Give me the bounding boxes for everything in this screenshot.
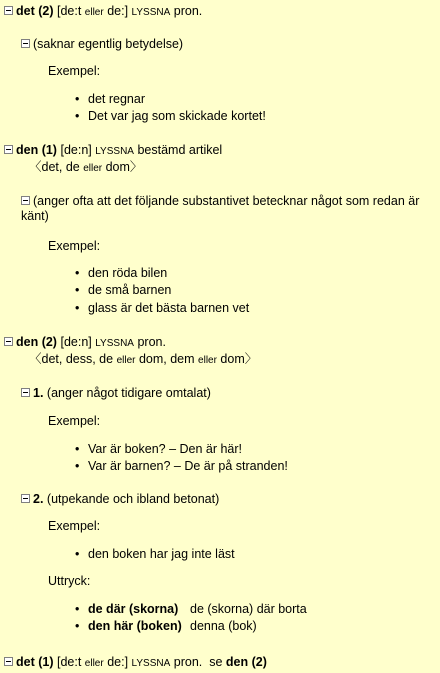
forms-text: dom〉 bbox=[220, 352, 258, 366]
pronunciation: [de:n] bbox=[60, 143, 92, 157]
expression-phrase: de där (skorna) bbox=[88, 602, 179, 616]
pronunciation: [de:t bbox=[56, 655, 82, 669]
forms-text: dom, dem bbox=[138, 352, 195, 366]
collapse-icon[interactable] bbox=[21, 388, 30, 397]
or-word: eller bbox=[198, 355, 217, 366]
example-label: Exempel: bbox=[48, 239, 101, 253]
entry-header bbox=[4, 143, 222, 159]
pronunciation: [de:t bbox=[56, 4, 82, 18]
sense bbox=[21, 194, 436, 224]
collapse-icon[interactable] bbox=[4, 6, 13, 15]
forms-text: 〈det, dess, de bbox=[29, 352, 114, 366]
sense-definition: (utpekande och ibland betonat) bbox=[46, 492, 220, 506]
list-item: • den boken har jag inte läst bbox=[88, 547, 235, 562]
example-label: Exempel: bbox=[48, 64, 101, 78]
headword: den (1) bbox=[16, 143, 57, 157]
forms-text: 〈det, de bbox=[29, 160, 80, 174]
see-label: se bbox=[209, 655, 223, 669]
sense bbox=[21, 386, 211, 401]
part-of-speech: pron. bbox=[173, 655, 203, 669]
list-item: • glass är det bästa barnen vet bbox=[88, 301, 249, 316]
headword: det (2) bbox=[16, 4, 54, 18]
sense bbox=[21, 492, 219, 507]
part-of-speech: pron. bbox=[137, 335, 166, 349]
pronunciation: [de:n] bbox=[60, 335, 92, 349]
sense-definition: (anger något tidigare omtalat) bbox=[46, 386, 211, 400]
headword: det (1) bbox=[16, 655, 54, 669]
headword: den (2) bbox=[16, 335, 57, 349]
part-of-speech: pron. bbox=[173, 4, 203, 18]
sense bbox=[21, 37, 183, 52]
part-of-speech: bestämd artikel bbox=[137, 143, 223, 157]
listen-link[interactable]: LYSSNA bbox=[131, 658, 171, 669]
expression-item bbox=[88, 619, 257, 634]
expression-phrase: den här (boken) bbox=[88, 619, 182, 633]
list-item: • Det var jag som skickade kortet! bbox=[88, 109, 266, 124]
pronunciation-alt: de:] bbox=[107, 4, 129, 18]
list-item: • Var är barnen? – De är på stranden! bbox=[88, 459, 288, 474]
list-item: • den röda bilen bbox=[88, 266, 167, 281]
listen-link[interactable]: LYSSNA bbox=[95, 338, 134, 349]
sense-definition: (saknar egentlig betydelse) bbox=[33, 37, 184, 51]
expression-label: Uttryck: bbox=[48, 574, 91, 588]
collapse-icon[interactable] bbox=[21, 494, 30, 503]
entry-header bbox=[4, 655, 267, 671]
collapse-icon[interactable] bbox=[4, 337, 13, 346]
listen-link[interactable]: LYSSNA bbox=[95, 146, 134, 157]
collapse-icon[interactable] bbox=[4, 657, 13, 666]
sense-number: 1. bbox=[33, 386, 44, 400]
sense-definition: (anger ofta att det följande substantivet betecknar något som redan är känt) bbox=[21, 194, 420, 223]
collapse-icon[interactable] bbox=[21, 196, 30, 205]
example-label: Exempel: bbox=[48, 414, 101, 428]
or-word: eller bbox=[116, 355, 136, 366]
entry-header bbox=[4, 335, 166, 351]
listen-link[interactable]: LYSSNA bbox=[131, 7, 171, 18]
inflection-forms bbox=[29, 160, 142, 176]
list-item: • de små barnen bbox=[88, 283, 171, 298]
pronunciation-alt: de:] bbox=[107, 655, 129, 669]
sense-number: 2. bbox=[33, 492, 44, 506]
or-word: eller bbox=[84, 7, 104, 18]
forms-text: dom〉 bbox=[105, 160, 143, 174]
expression-meaning: denna (bok) bbox=[190, 619, 257, 633]
list-item: • det regnar bbox=[88, 92, 145, 107]
or-word: eller bbox=[83, 163, 103, 174]
or-word: eller bbox=[84, 658, 104, 669]
collapse-icon[interactable] bbox=[21, 39, 30, 48]
list-item: • Var är boken? – Den är här! bbox=[88, 442, 242, 457]
collapse-icon[interactable] bbox=[4, 145, 13, 154]
expression-meaning: de (skorna) där borta bbox=[190, 602, 307, 616]
expression-item bbox=[88, 602, 307, 617]
cross-reference-link[interactable]: den (2) bbox=[225, 655, 267, 669]
inflection-forms bbox=[29, 352, 257, 368]
entry-header bbox=[4, 4, 202, 20]
example-label: Exempel: bbox=[48, 519, 101, 533]
